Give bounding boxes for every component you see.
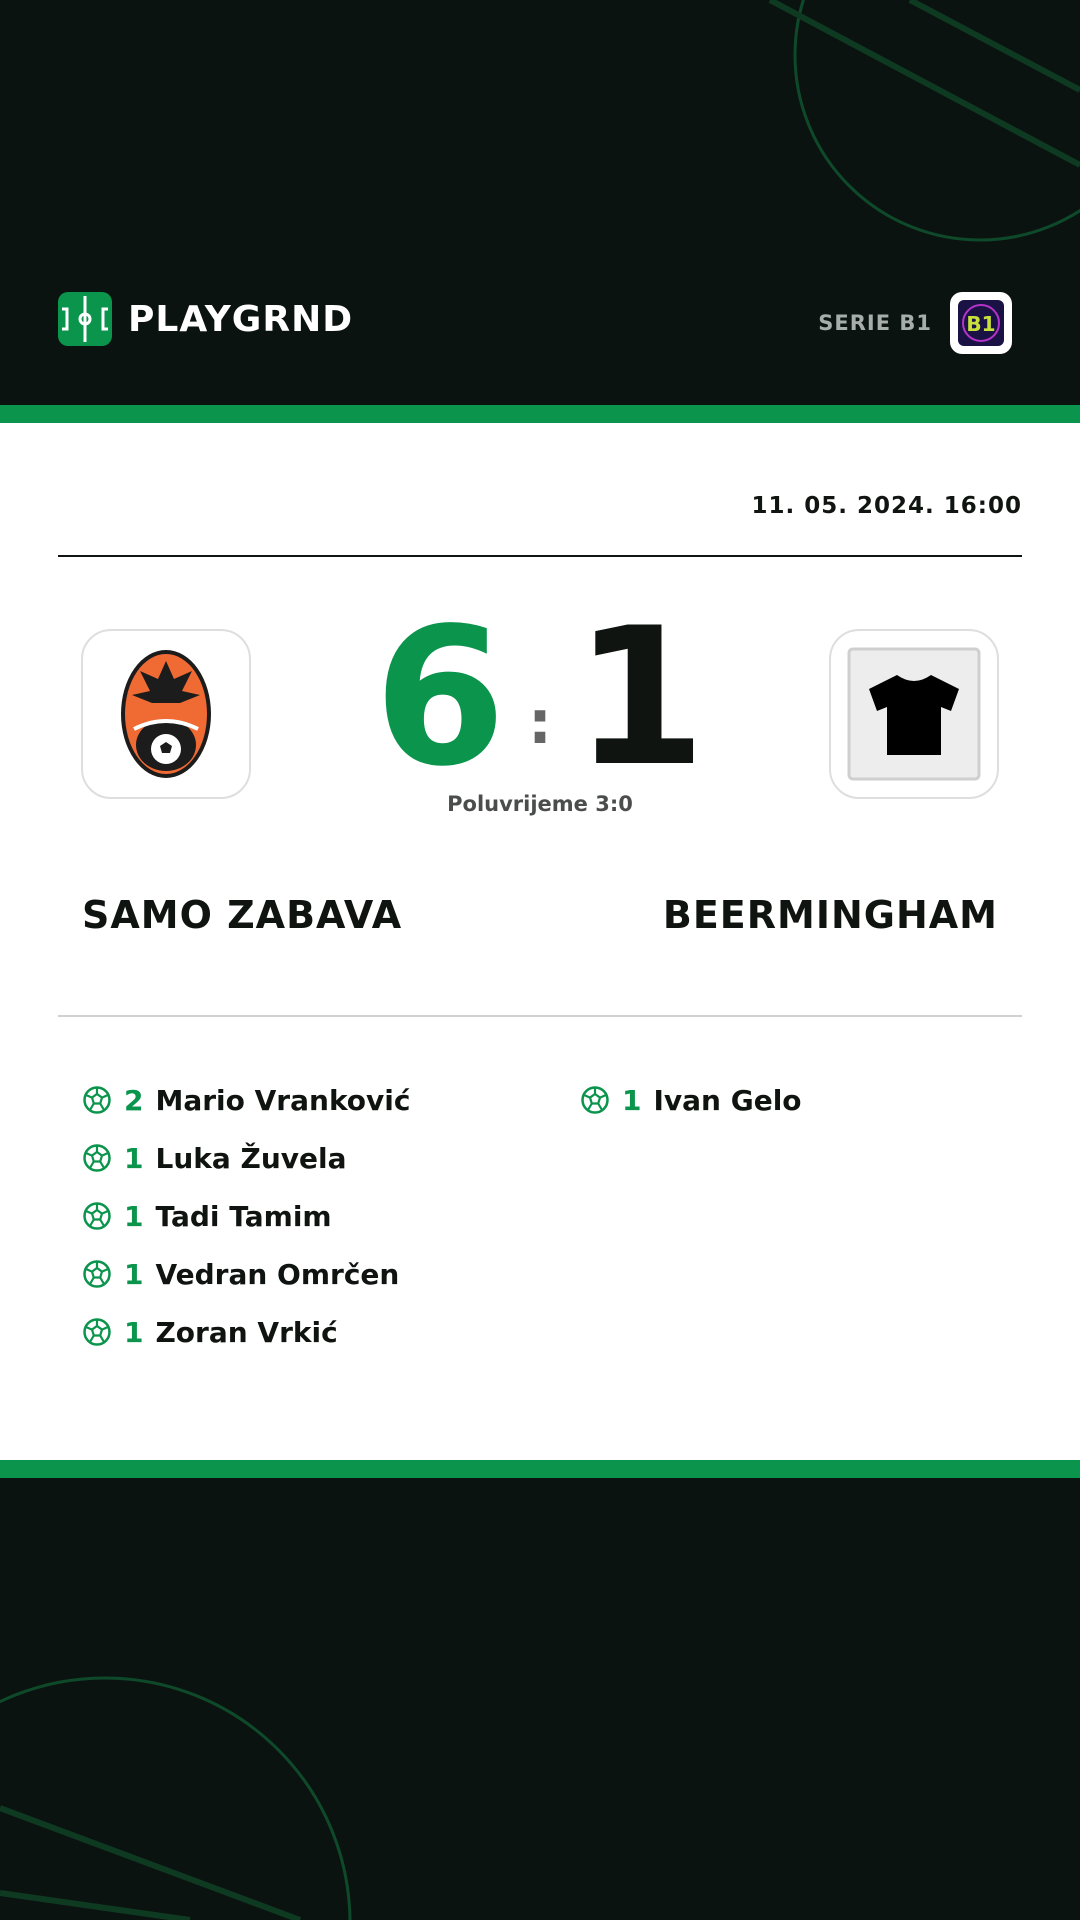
goal-count: 1 — [124, 1315, 144, 1349]
league — [818, 292, 1012, 354]
scorer-item — [82, 1303, 411, 1361]
green-stripe-bottom — [0, 1460, 1080, 1478]
football-icon — [580, 1085, 610, 1115]
divider — [58, 555, 1022, 557]
scorer-item — [82, 1187, 411, 1245]
home-scorers-list — [82, 1071, 411, 1361]
goal-count: 1 — [124, 1199, 144, 1233]
goal-count: 1 — [622, 1083, 642, 1117]
football-icon — [82, 1317, 112, 1347]
league-badge-text: B1 — [966, 312, 996, 336]
goal-count: 2 — [124, 1083, 144, 1117]
jersey-icon — [847, 647, 981, 781]
player-name: Luka Žuvela — [155, 1141, 347, 1175]
away-score: 1 — [573, 587, 707, 808]
league-name: SERIE B1 — [818, 311, 932, 335]
goal-count: 1 — [124, 1141, 144, 1175]
scorer-item — [82, 1071, 411, 1129]
away-team-logo — [829, 629, 999, 799]
player-name: Vedran Omrčen — [155, 1257, 400, 1291]
football-icon — [82, 1259, 112, 1289]
player-name: Zoran Vrkić — [155, 1315, 338, 1349]
brand-name: PLAYGRND — [128, 298, 354, 340]
scorer-item — [82, 1129, 411, 1187]
pitch-lines-bottom-decoration — [0, 1478, 1080, 1920]
match-card — [0, 423, 1080, 1460]
scorer-item — [82, 1245, 411, 1303]
goal-count: 1 — [124, 1257, 144, 1291]
league-logo-icon — [958, 300, 1004, 346]
green-stripe-top — [0, 405, 1080, 423]
football-icon — [82, 1201, 112, 1231]
away-team-name: BEERMINGHAM — [662, 893, 998, 937]
home-score: 6 — [373, 587, 507, 808]
scorer-item — [580, 1071, 802, 1129]
league-badge — [950, 292, 1012, 354]
match-datetime: 11. 05. 2024. 16:00 — [751, 493, 1022, 519]
score-separator: : — [528, 688, 552, 758]
divider — [58, 1015, 1022, 1017]
player-name: Tadi Tamim — [155, 1199, 332, 1233]
football-icon — [82, 1085, 112, 1115]
player-name: Ivan Gelo — [653, 1083, 802, 1117]
brand — [58, 292, 353, 346]
football-icon — [82, 1143, 112, 1173]
home-team-name: SAMO ZABAVA — [82, 893, 403, 937]
away-scorers-list — [580, 1071, 802, 1129]
halftime-score: Poluvrijeme 3:0 — [447, 792, 633, 816]
pitch-logo-icon — [58, 292, 112, 346]
player-name: Mario Vranković — [155, 1083, 411, 1117]
